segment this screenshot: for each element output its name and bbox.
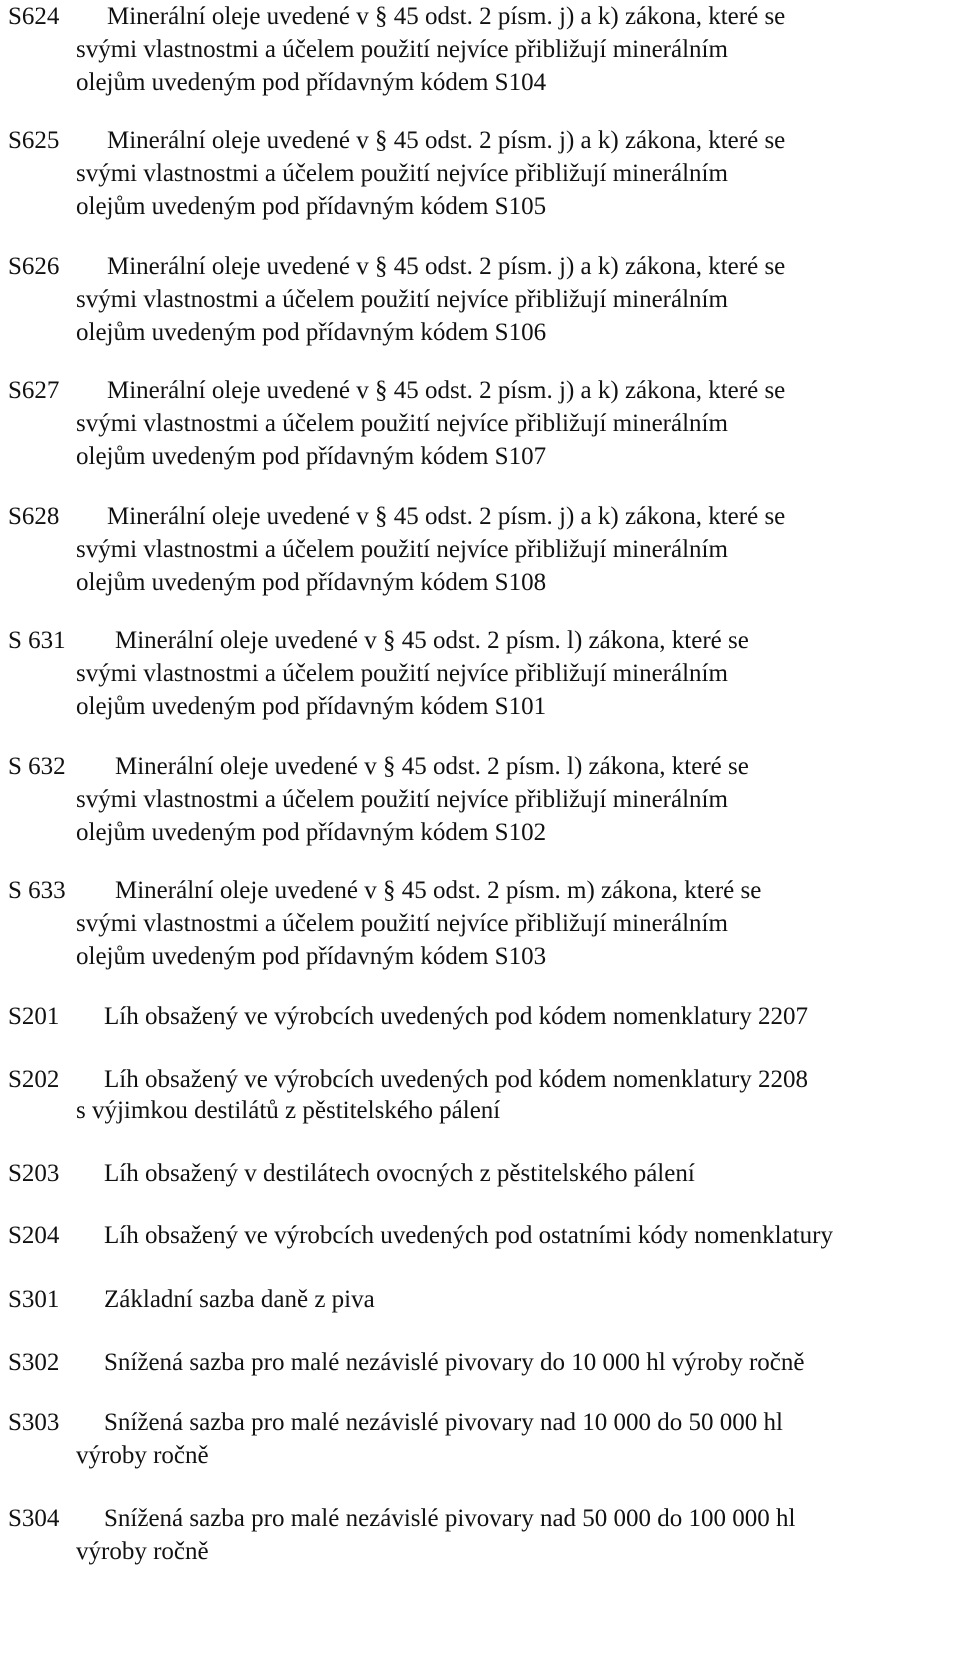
description-line: Líh obsažený ve výrobcích uvedených pod kódem nomenklatury 2208	[104, 1066, 808, 1093]
description-line: Snížená sazba pro malé nezávislé pivovary do 10 000 hl výroby ročně	[104, 1349, 805, 1376]
description-line: Minerální oleje uvedené v § 45 odst. 2 písm. j) a k) zákona, které se	[107, 253, 786, 280]
description-line: svými vlastnostmi a účelem použití nejvíce přibližují minerálním	[76, 286, 728, 313]
code-label: S303	[8, 1409, 60, 1436]
code-label: S203	[8, 1160, 60, 1187]
description-line: svými vlastnostmi a účelem použití nejvíce přibližují minerálním	[76, 536, 728, 563]
description-line: Minerální oleje uvedené v § 45 odst. 2 písm. j) a k) zákona, které se	[107, 127, 786, 154]
description-line: olejům uvedeným pod přídavným kódem S107	[76, 443, 547, 470]
code-label: S625	[8, 127, 60, 154]
description-line: olejům uvedeným pod přídavným kódem S106	[76, 319, 547, 346]
description-line: Líh obsažený v destilátech ovocných z pěstitelského pálení	[104, 1160, 695, 1187]
code-label: S302	[8, 1349, 60, 1376]
description-line: Snížená sazba pro malé nezávislé pivovary nad 50 000 do 100 000 hl	[104, 1505, 796, 1532]
description-line: Základní sazba daně z piva	[104, 1286, 375, 1313]
description-line: výroby ročně	[76, 1442, 209, 1469]
description-line: svými vlastnostmi a účelem použití nejvíce přibližují minerálním	[76, 410, 728, 437]
code-label: S301	[8, 1286, 60, 1313]
code-label: S 633	[8, 877, 66, 904]
code-label: S 631	[8, 627, 66, 654]
description-line: svými vlastnostmi a účelem použití nejvíce přibližují minerálním	[76, 786, 728, 813]
code-label: S624	[8, 3, 60, 30]
code-label: S304	[8, 1505, 60, 1532]
code-label: S626	[8, 253, 60, 280]
description-line: Líh obsažený ve výrobcích uvedených pod ostatními kódy nomenklatury	[104, 1222, 833, 1249]
code-label: S 632	[8, 753, 66, 780]
description-line: Minerální oleje uvedené v § 45 odst. 2 písm. l) zákona, které se	[115, 627, 749, 654]
description-line: Minerální oleje uvedené v § 45 odst. 2 písm. l) zákona, které se	[115, 753, 749, 780]
description-line: Minerální oleje uvedené v § 45 odst. 2 písm. j) a k) zákona, které se	[107, 503, 786, 530]
code-label: S628	[8, 503, 60, 530]
description-line: Snížená sazba pro malé nezávislé pivovary nad 10 000 do 50 000 hl	[104, 1409, 783, 1436]
description-line: svými vlastnostmi a účelem použití nejvíce přibližují minerálním	[76, 910, 728, 937]
description-line: svými vlastnostmi a účelem použití nejvíce přibližují minerálním	[76, 36, 728, 63]
description-line: Líh obsažený ve výrobcích uvedených pod kódem nomenklatury 2207	[104, 1003, 808, 1030]
code-label: S627	[8, 377, 60, 404]
code-label: S202	[8, 1066, 60, 1093]
description-line: Minerální oleje uvedené v § 45 odst. 2 písm. j) a k) zákona, které se	[107, 3, 786, 30]
description-line: olejům uvedeným pod přídavným kódem S104	[76, 69, 547, 96]
description-line: svými vlastnostmi a účelem použití nejvíce přibližují minerálním	[76, 160, 728, 187]
description-line: výroby ročně	[76, 1538, 209, 1565]
description-line: olejům uvedeným pod přídavným kódem S101	[76, 693, 547, 720]
description-line: olejům uvedeným pod přídavným kódem S108	[76, 569, 547, 596]
code-label: S204	[8, 1222, 60, 1249]
description-line: olejům uvedeným pod přídavným kódem S102	[76, 819, 547, 846]
description-line: olejům uvedeným pod přídavným kódem S103	[76, 943, 547, 970]
description-line: s výjimkou destilátů z pěstitelského pálení	[76, 1097, 501, 1124]
description-line: Minerální oleje uvedené v § 45 odst. 2 písm. j) a k) zákona, které se	[107, 377, 786, 404]
description-line: Minerální oleje uvedené v § 45 odst. 2 písm. m) zákona, které se	[115, 877, 762, 904]
code-label: S201	[8, 1003, 60, 1030]
description-line: olejům uvedeným pod přídavným kódem S105	[76, 193, 547, 220]
description-line: svými vlastnostmi a účelem použití nejvíce přibližují minerálním	[76, 660, 728, 687]
